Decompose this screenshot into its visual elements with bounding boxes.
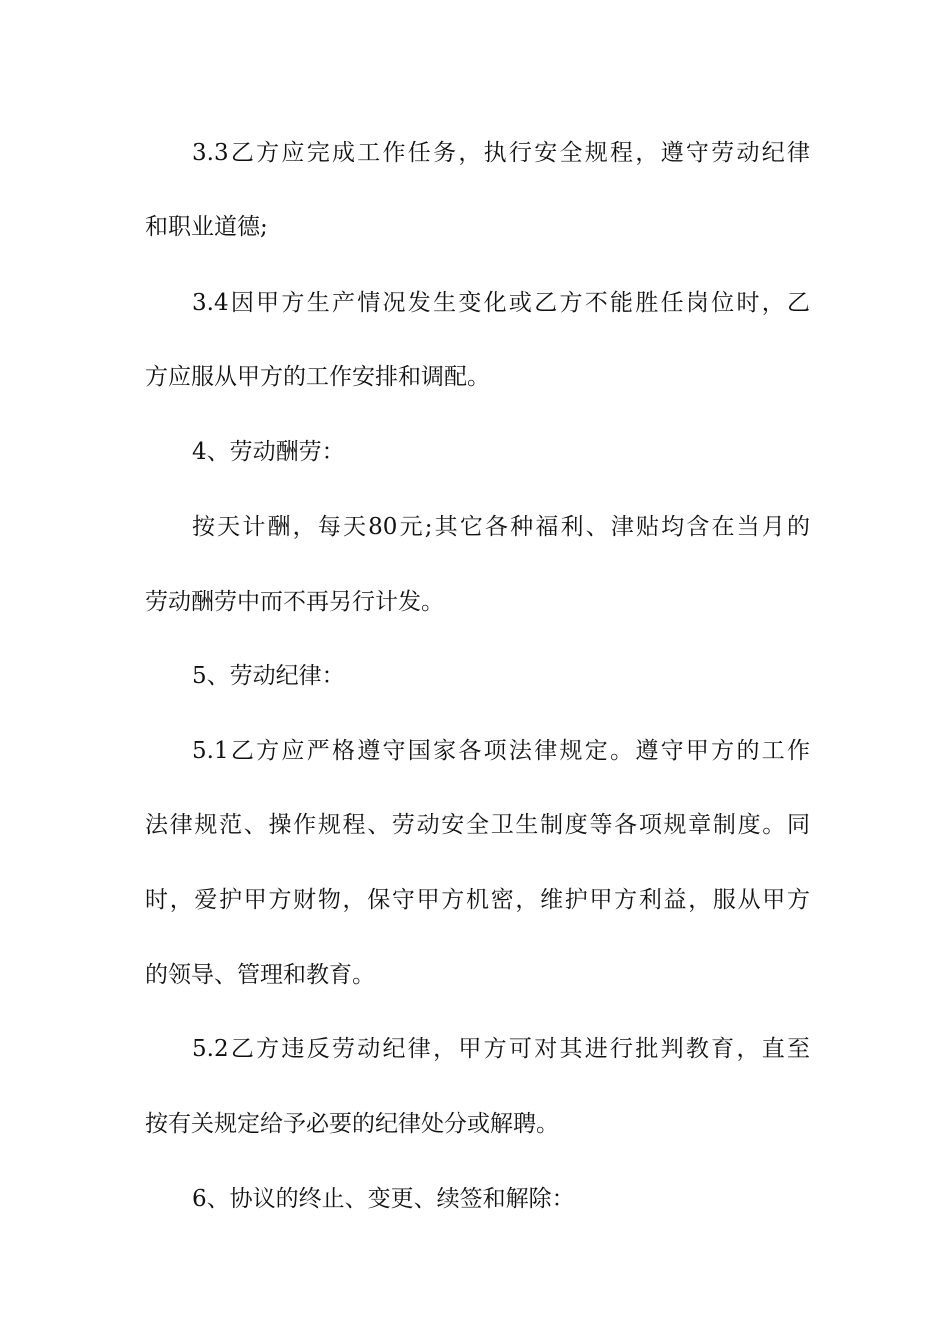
clause-5-1-line-4: 的领导、管理和教育。	[145, 962, 375, 988]
section-4-body-line-2: 劳动酬劳中而不再另行计发。	[145, 589, 444, 615]
clause-5-2-line-2: 按有关规定给予必要的纪律处分或解聘。	[145, 1111, 559, 1137]
section-6-heading: 6、协议的终止、变更、续签和解除：	[192, 1186, 575, 1212]
clause-3-3-line-1: 3.3乙方应完成工作任务，执行安全规程，遵守劳动纪律	[192, 140, 810, 166]
clause-3-4-line-2: 方应服从甲方的工作安排和调配。	[145, 364, 490, 390]
clause-3-3-line-2: 和职业道德;	[145, 214, 268, 240]
section-4-heading: 4、劳动酬劳：	[192, 439, 345, 465]
clause-5-1-line-3: 时，爱护甲方财物，保守甲方机密，维护甲方利益，服从甲方	[145, 887, 810, 913]
section-4-body-line-1: 按天计酬，每天80元;其它各种福利、津贴均含在当月的	[192, 514, 810, 540]
clause-3-4-line-1: 3.4因甲方生产情况发生变化或乙方不能胜任岗位时，乙	[192, 290, 810, 316]
clause-5-1-line-1: 5.1乙方应严格遵守国家各项法律规定。遵守甲方的工作	[192, 738, 810, 764]
clause-5-1-line-2: 法律规范、操作规程、劳动安全卫生制度等各项规章制度。同	[145, 812, 810, 838]
section-5-heading: 5、劳动纪律：	[192, 663, 345, 689]
clause-5-2-line-1: 5.2乙方违反劳动纪律，甲方可对其进行批判教育，直至	[192, 1036, 810, 1062]
